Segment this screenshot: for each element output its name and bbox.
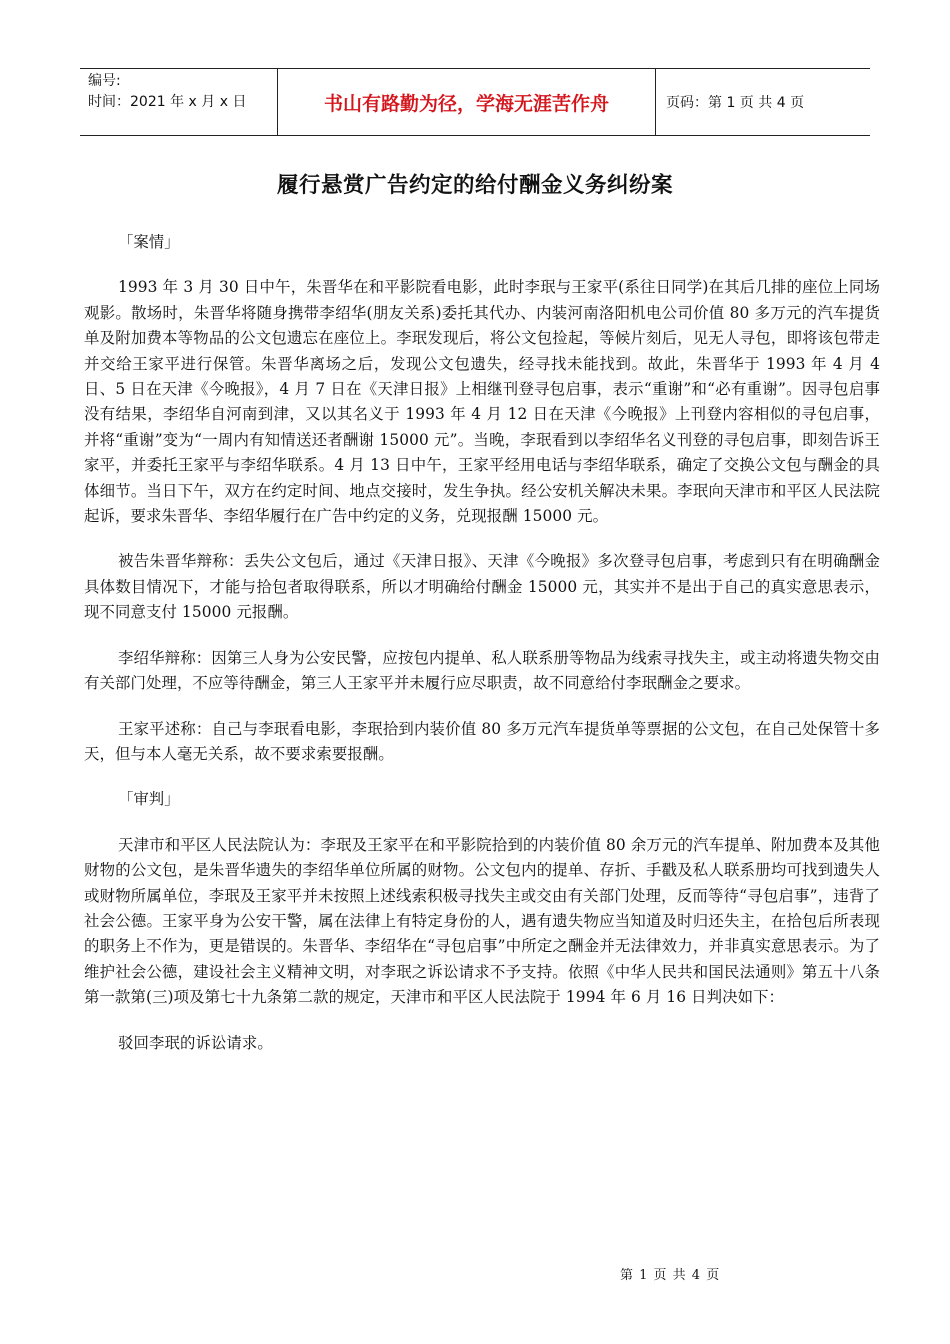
paragraph-defendant-zhu: 被告朱晋华辩称：丢失公文包后，通过《天津日报》、天津《今晚报》多次登寻包启事，考虑到只有在明确酬金具体数目情况下，才能与拾包者取得联系，所以才明确给付酬金 15000 元，其实并不是出于自己的真实意思表示，现不同意支付 15000 元报酬。 bbox=[84, 552, 880, 622]
header-number: 编号: bbox=[88, 73, 121, 89]
header-date: 时间：2021 年 x 月 x 日 bbox=[88, 94, 247, 110]
paragraph-court-opinion: 天津市和平区人民法院认为：李珉及王家平在和平影院拾到的内装价值 80 余万元的汽车提单、附加费本及其他财物的公文包，是朱晋华遗失的李绍华单位所属的财物。公文包内的提单、存折、手戳及私人联系册均可找到遗失人或财物所属单位，李珉及王家平并未按照上述线索积极寻找失主或交由有关部门处理，反而等待“寻包启事”，违背了社会公德。王家平身为公安干警，属在法律上有特定身份的人，遇有遗失物应当知道及时归还失主，在拾包后所表现的职务上不作为，更是错误的。朱晋华、李绍华在“寻包启事”中所定之酬金并无法律效力，并非真实意思表示。为了维护社会公德，建设社会主义精神文明，对李珉之诉讼请求不予支持。依照《中华人民共和国民法通则》第五十八条第一款第(三)项及第七十九条第二款的规定，天津市和平区人民法院于 1994 年 6 月 16 日判决如下： bbox=[84, 835, 880, 1007]
paragraph-defendant-li: 李绍华辩称：因第三人身为公安民警，应按包内提单、私人联系册等物品为线索寻找失主，或主动将遗失物交由有关部门处理，不应等待酬金，第三人王家平并未履行应尽职责，故不同意给付李珉酬金之要求。 bbox=[84, 648, 880, 693]
header-motto: 书山有路勤为径，学海无涯苦作舟 bbox=[278, 69, 656, 135]
header-meta bbox=[80, 69, 278, 135]
paragraph-case-facts: 1993 年 3 月 30 日中午，朱晋华在和平影院看电影，此时李珉与王家平(系往日同学)在其后几排的座位上同场观影。散场时，朱晋华将随身携带李绍华(朋友关系)委托其代办、内装河南洛阳机电公司价值 80 多万元的汽车提货单及附加费本等物品的公文包遗忘在座位上。李珉发现后，将公文包捡起，等候片刻后，见无人寻包，即将该包带走并交给王家平进行保管。朱晋华离场之后，发现公文包遗失，经寻找未能找到。故此，朱晋华于 1993 年 4 月 4 日、5 日在天津《今晚报》，4 月 7 日在《天津日报》上相继刊登寻包启事，表示“重谢”和“必有重谢”。因寻包启事没有结果，李绍华自河南到津，又以其名义于 1993 年 4 月 12 日在天津《今晚报》上刊登内容相似的寻包启事，并将“重谢”变为“一周内有知情送还者酬谢 15000 元”。当晚，李珉看到以李绍华名义刊登的寻包启事，即刻告诉王家平，并委托王家平与李绍华联系。4 月 13 日中午，王家平经用电话与李绍华联系，确定了交换公文包与酬金的具体细节。当日下午，双方在约定时间、地点交接时，发生争执。经公安机关解决未果。李珉向天津市和平区人民法院起诉，要求朱晋华、李绍华履行在广告中约定的义务，兑现报酬 15000 元。 bbox=[84, 278, 880, 526]
document-header bbox=[80, 68, 870, 136]
section-heading-trial: 「审判」 bbox=[118, 790, 180, 809]
paragraph-third-party-wang: 王家平述称：自己与李珉看电影，李珉拾到内装价值 80 多万元汽车提货单等票据的公文包，在自己处保管十多天，但与本人毫无关系，故不要求索要报酬。 bbox=[84, 719, 880, 763]
section-heading-case: 「案情」 bbox=[118, 233, 180, 251]
page-footer: 第 1 页 共 4 页 bbox=[620, 1268, 721, 1283]
paragraph-judgment: 驳回李珉的诉讼请求。 bbox=[118, 1033, 273, 1052]
header-page-info: 页码：第 1 页 共 4 页 bbox=[666, 95, 805, 111]
document-title: 履行悬赏广告约定的给付酬金义务纠纷案 bbox=[276, 173, 673, 198]
document-body bbox=[84, 230, 880, 1076]
